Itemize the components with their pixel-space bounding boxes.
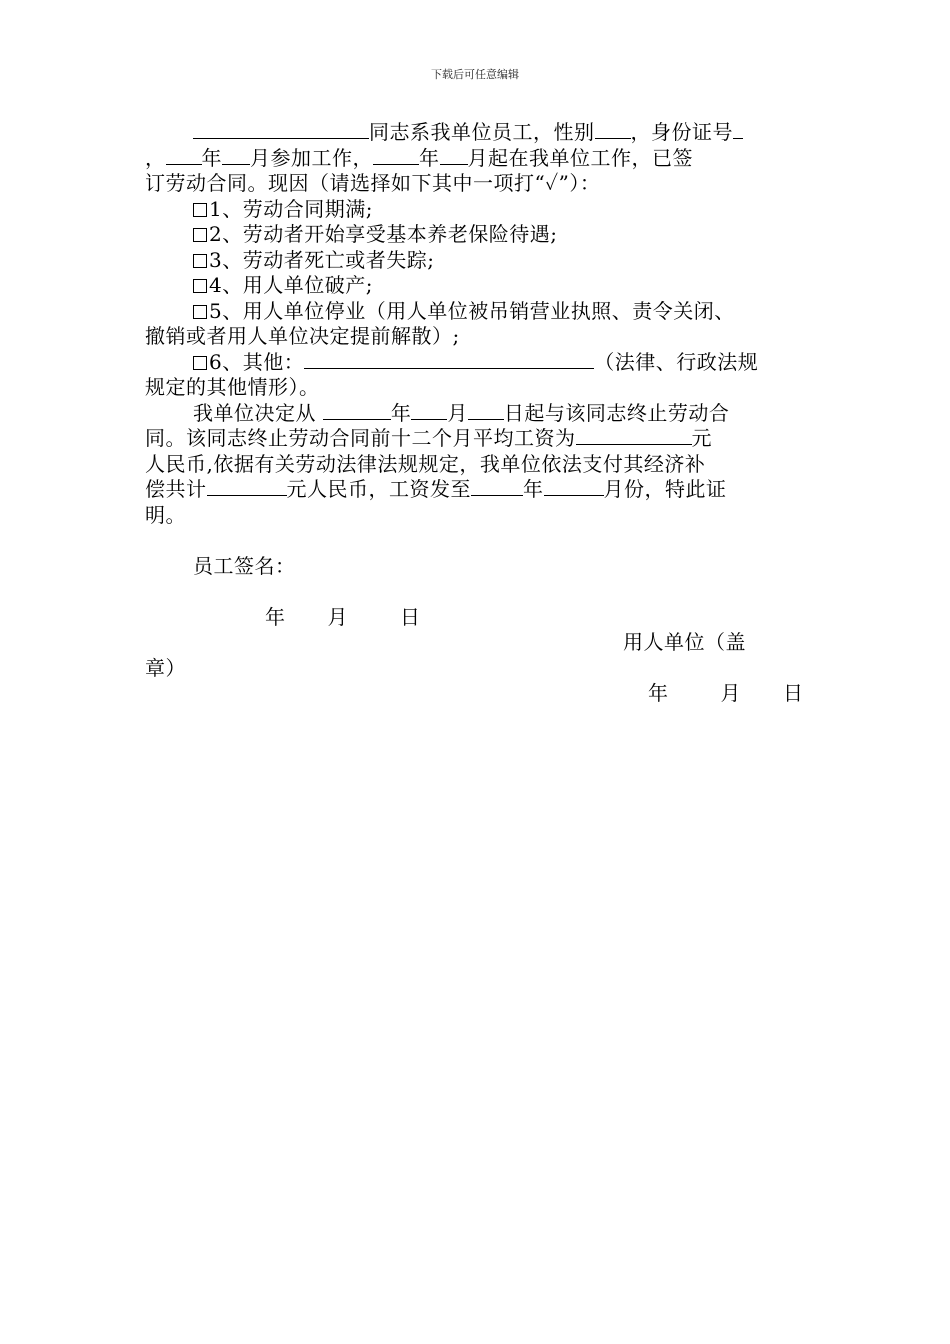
paragraph2-line-4 [145, 477, 810, 503]
option-1[interactable] [145, 197, 810, 223]
day-label: 日 [400, 604, 421, 629]
checkbox-icon[interactable] [193, 228, 207, 242]
paragraph2-line-5: 明。 [145, 502, 186, 527]
join-year-blank[interactable] [373, 146, 419, 165]
employee-signature-date [145, 605, 810, 631]
compensation-amount-blank[interactable] [207, 477, 287, 496]
text-segment: 我单位决定从 [193, 400, 316, 425]
checkbox-icon[interactable] [193, 279, 207, 293]
document-body [145, 120, 810, 707]
option-text: 劳动者死亡或者失踪; [242, 247, 435, 272]
text-segment: 年 [419, 145, 440, 170]
checkbox-icon[interactable] [193, 254, 207, 268]
option-text: 劳动合同期满; [242, 196, 373, 221]
paragraph-line-3: 订劳动合同。现因（请选择如下其中一项打“✓”）： [145, 171, 601, 195]
employer-seal-label-continued: 章） [145, 655, 186, 680]
option-5-continued: 撤销或者用人单位决定提前解散）; [145, 324, 460, 348]
other-reason-blank[interactable] [304, 350, 594, 369]
option-2[interactable] [145, 222, 810, 248]
checkbox-icon[interactable] [193, 305, 207, 319]
join-month-blank[interactable] [440, 146, 468, 165]
option-4[interactable] [145, 273, 810, 299]
spacer [145, 579, 810, 605]
work-start-year-blank[interactable] [166, 146, 202, 165]
id-number-blank[interactable] [733, 120, 743, 139]
day-label: 日 [783, 681, 804, 705]
text-segment: 月参加工作， [250, 145, 373, 170]
text-segment: 偿共计 [145, 477, 207, 501]
option-number: 1、 [209, 196, 243, 221]
employer-seal-label: 用人单位（盖 [623, 630, 746, 654]
gender-blank[interactable] [595, 120, 631, 139]
paragraph2-line-1 [145, 401, 810, 427]
average-salary-blank[interactable] [576, 426, 692, 445]
text-segment: 日起与该同志终止劳动合 [503, 400, 730, 425]
text-segment: 年 [390, 400, 412, 425]
text-segment: （法律、行政法规 [594, 349, 759, 374]
option-number: 5、 [209, 298, 243, 323]
text-segment: 同志系我单位员工，性别 [369, 120, 595, 144]
paragraph-line-2 [145, 146, 810, 172]
text-segment: 月起在我单位工作，已签 [467, 145, 693, 170]
month-label: 月 [327, 604, 348, 629]
salary-month-blank[interactable] [544, 477, 604, 496]
text-segment: 月 [447, 400, 468, 425]
employer-signature-date [145, 681, 810, 707]
option-number: 3、 [209, 247, 243, 272]
option-text: 用人单位停业（用人单位被吊销营业执照、责令关闭、 [242, 298, 735, 323]
text-segment: 年 [523, 477, 544, 501]
checkbox-icon[interactable] [193, 356, 207, 370]
option-5[interactable] [145, 299, 810, 325]
year-label: 年 [265, 604, 286, 629]
paragraph-line-1 [145, 120, 810, 146]
option-3[interactable] [145, 248, 810, 274]
option-number: 6、 [209, 349, 243, 374]
text-segment: 月份，特此证 [603, 477, 727, 501]
year-label: 年 [648, 681, 669, 705]
paragraph2-line-2 [145, 426, 810, 452]
option-6[interactable] [145, 350, 810, 376]
work-start-month-blank[interactable] [222, 146, 250, 165]
option-number: 4、 [209, 273, 243, 297]
text-segment: ， [145, 145, 166, 170]
salary-year-blank[interactable] [471, 477, 523, 496]
option-number: 2、 [209, 222, 243, 246]
termination-month-blank[interactable] [411, 401, 447, 420]
month-label: 月 [720, 681, 741, 705]
name-blank[interactable] [193, 120, 369, 139]
paragraph2-line-3: 人民币,依据有关劳动法律法规规定，我单位依法支付其经济补 [145, 451, 706, 476]
spacer [145, 528, 810, 554]
employee-signature-label: 员工签名： [193, 553, 296, 578]
text-segment: 元人民币，工资发至 [286, 477, 471, 501]
text-segment: 年 [201, 145, 222, 170]
termination-year-blank[interactable] [323, 401, 391, 420]
checkbox-icon[interactable] [193, 203, 207, 217]
option-text: 用人单位破产; [242, 273, 373, 297]
option-text: 其他： [242, 349, 305, 374]
text-segment: ，身份证号 [630, 120, 733, 144]
option-6-continued: 规定的其他情形）。 [145, 375, 320, 399]
termination-day-blank[interactable] [468, 401, 504, 420]
option-text: 劳动者开始享受基本养老保险待遇; [242, 222, 558, 246]
text-segment: 元 [691, 426, 712, 450]
header-note: 下载后可任意编辑 [431, 68, 519, 81]
text-segment: 同。该同志终止劳动合同前十二个月平均工资为 [145, 426, 576, 450]
